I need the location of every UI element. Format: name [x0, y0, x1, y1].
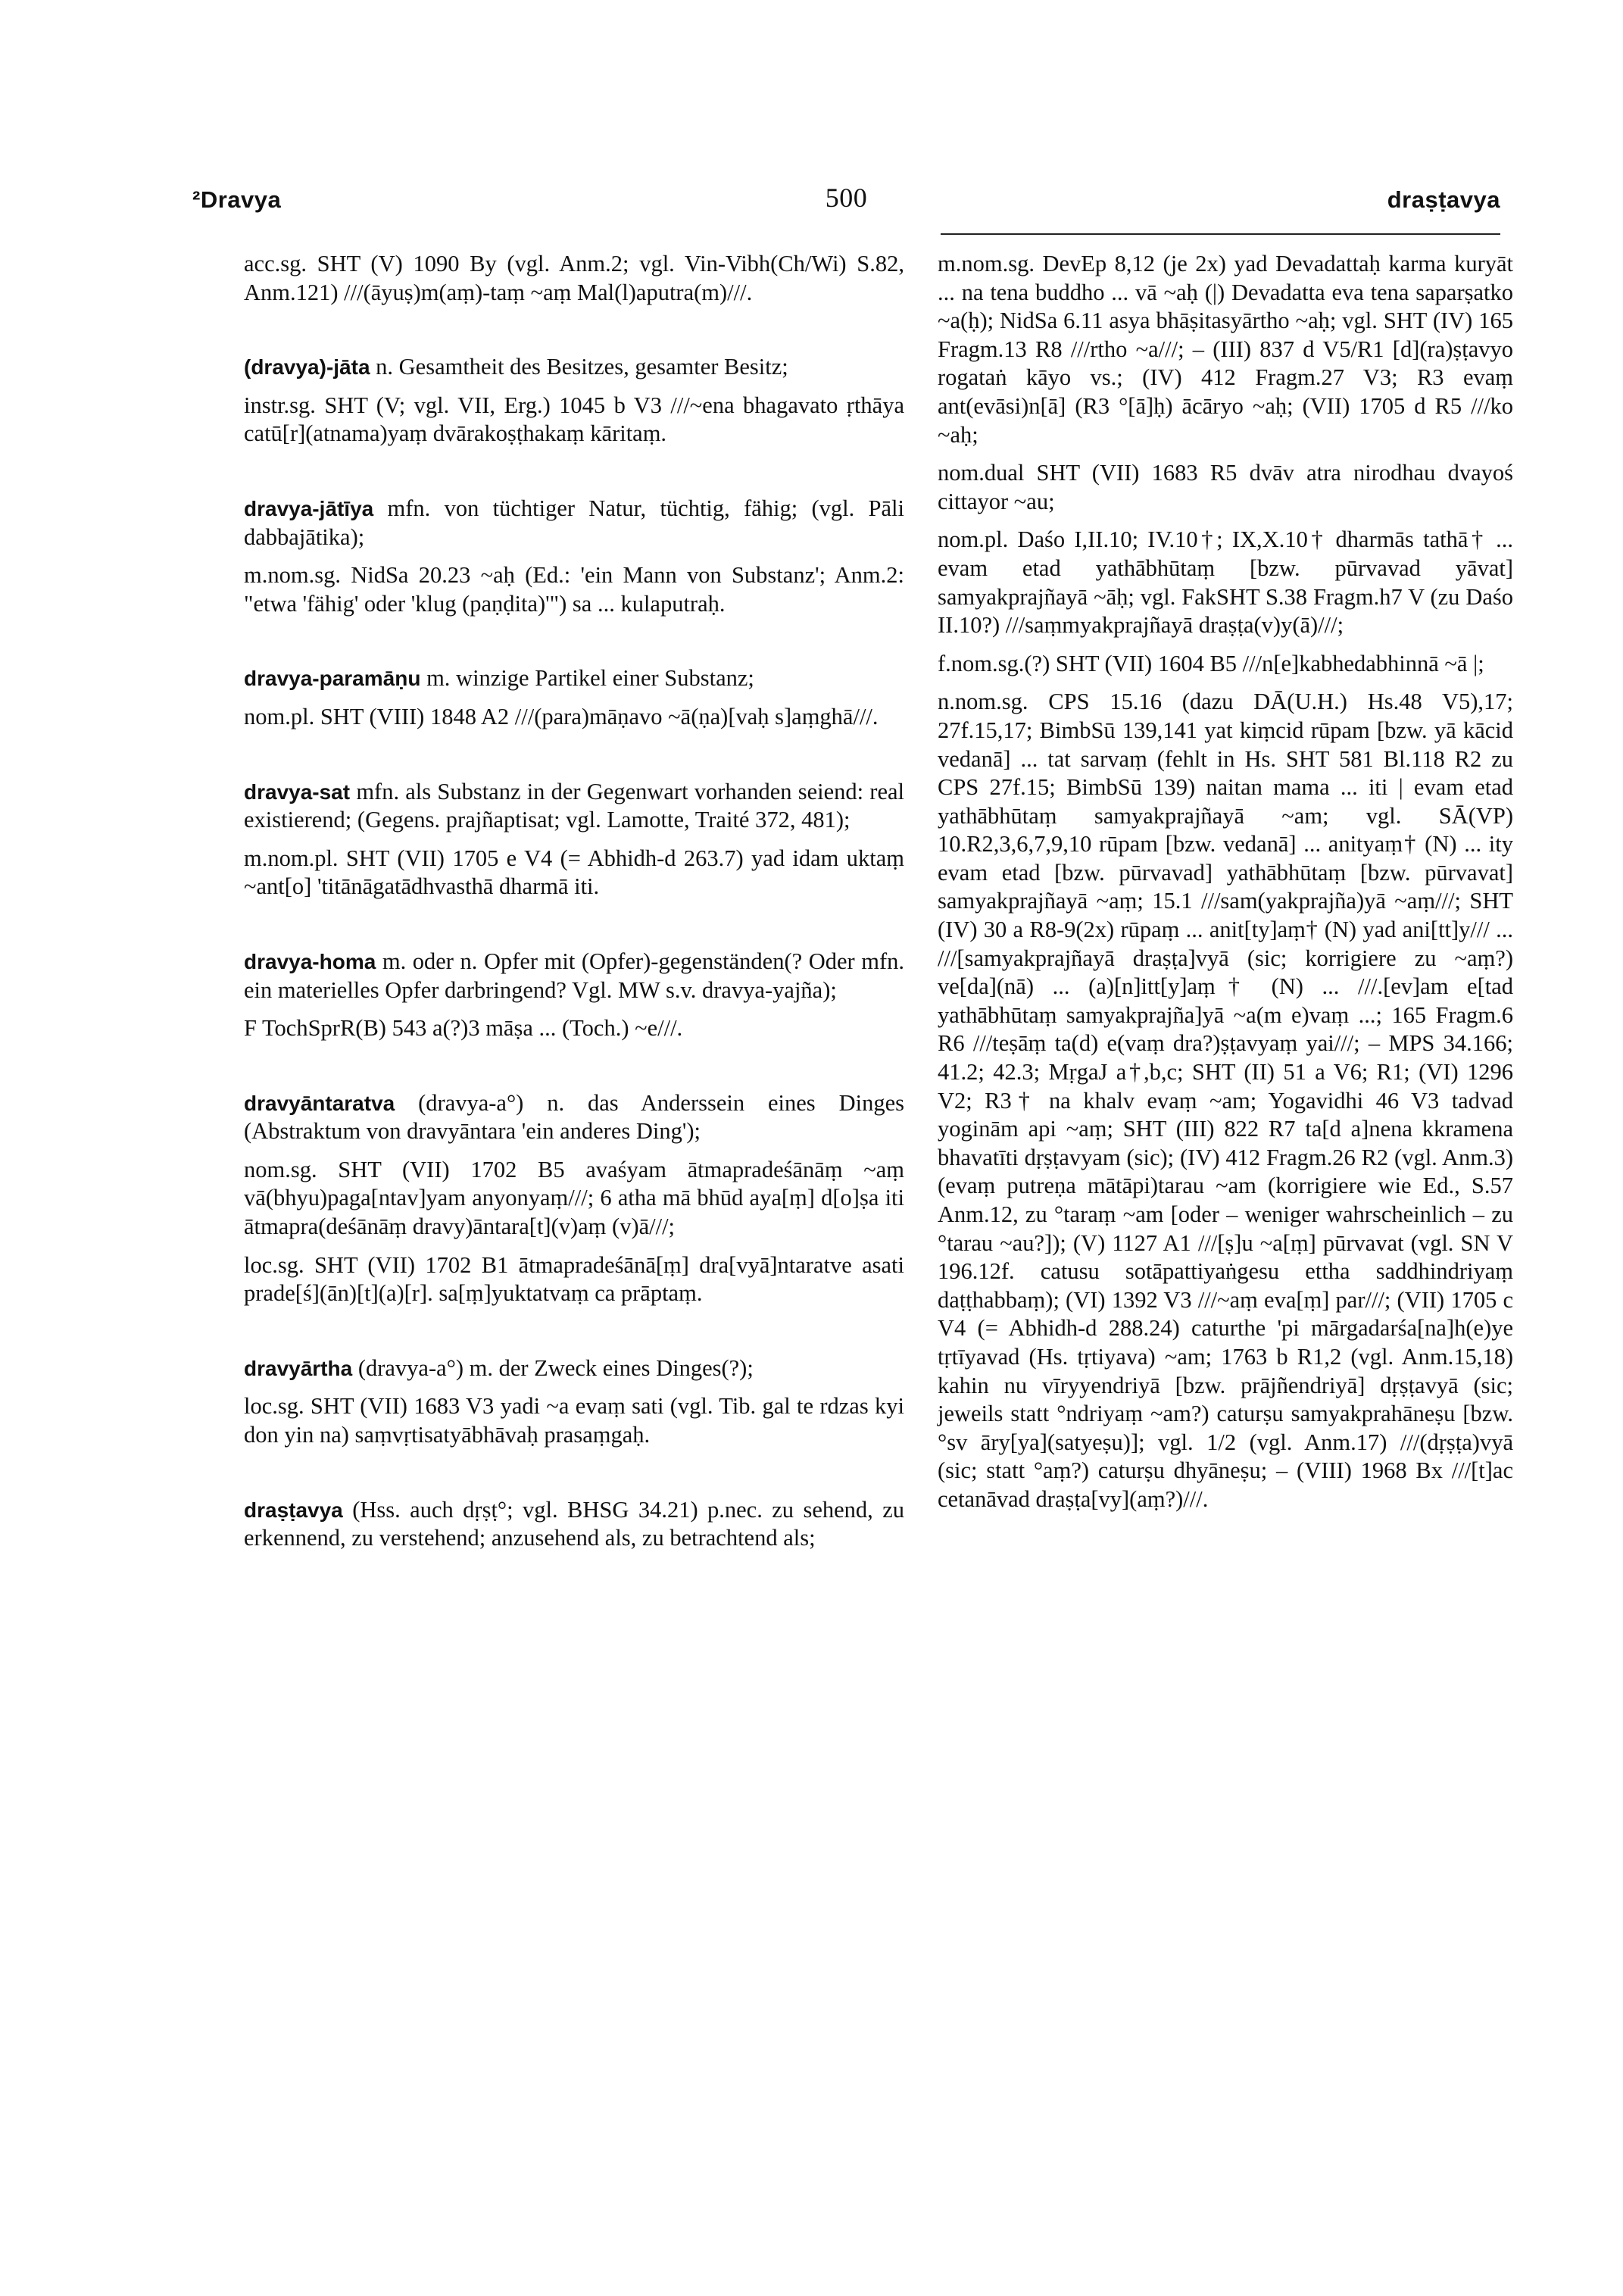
definition: n. Gesamtheit des Besitzes, gesamter Besitz; [376, 354, 788, 380]
headword: dravya-homa [244, 949, 376, 973]
definition: (dravya-a°) m. der Zweck eines Dinges(?); [357, 1354, 754, 1381]
citation: instr.sg. SHT (V; vgl. VII, Erg.) 1045 b V3 ///~ena bhagavato ṛthāya catū[r](atnama)yaṃ dvārakoṣṭhakaṃ kāritaṃ. [244, 392, 904, 447]
entry-dravya-paramanu [244, 664, 904, 693]
entry-drastavya [244, 1496, 904, 1553]
citation: nom.dual SHT (VII) 1683 R5 dvāv atra nirodhau dvayoś cittayor ~au; [938, 460, 1513, 514]
headword: dravyāntaratva [244, 1091, 395, 1115]
headword: dravya-paramāṇu [244, 667, 421, 691]
citation: m.nom.sg. DevEp 8,12 (je 2x) yad Devadattaḥ karma kuryāt ... na tena buddho ... vā ~aḥ (|) Devadatta eva tena saparṣatko ~a(ḥ); NidSa 6.11 asya bhāṣitasyārtho ~aḥ; vgl. SHT (IV) 165 Fragm.13 R8 ///rtho ~a///; – (III) 837 d V5/R1 [d](ra)ṣṭavyo rogataṅ kāyo vs.; (IV) 412 Fragm.27 V3; R3 evaṃ ant(evāsi)n[ā] (R3 °[ā]ḥ) ācāryo ~aḥ; (VII) 1705 d R5 ///ko ~aḥ; [938, 251, 1513, 448]
citation: f.nom.sg.(?) SHT (VII) 1604 B5 ///n[e]kabhedabhinnā ~ā |; [938, 650, 1484, 676]
left-column [244, 250, 904, 1563]
headword: (dravya)-jāta [244, 355, 370, 380]
definition: m. winzige Partikel einer Substanz; [426, 665, 754, 692]
entry-dravya-homa [244, 948, 904, 1004]
citation: m.nom.sg. NidSa 20.23 ~aḥ (Ed.: 'ein Mann von Substanz'; Anm.2: "etwa 'fähig' oder 'klug (paṇḍita)'") sa ... kulaputraḥ. [244, 562, 904, 617]
page-header [192, 183, 1500, 229]
citation: F TochSprR(B) 543 a(?)3 māṣa ... (Toch.) ~e///. [244, 1015, 683, 1042]
citation: loc.sg. SHT (VII) 1683 V3 yadi ~a evaṃ sati (vgl. Tib. gal te rdzas kyi don yin na) saṃvṛtisatyābhāvaḥ prasaṃgaḥ. [244, 1393, 904, 1448]
definition: (Hss. auch dṛṣṭ°; vgl. BHSG 34.21) p.nec. zu sehend, zu erkennend, zu verstehend; anzusehend als, zu betrachtend als; [244, 1496, 905, 1551]
page-number: 500 [825, 183, 868, 213]
right-column [938, 250, 1513, 1524]
headword: dravyārtha [244, 1356, 353, 1380]
headword: draṣṭavya [244, 1498, 343, 1522]
entry-dravya-jatiya [244, 495, 904, 551]
citation: loc.sg. SHT (VII) 1702 B1 ātmapradeśānā[ṃ] dra[vyā]ntaratve asati prade[ś](ān)[t](a)[r]. sa[ṃ]yuktatvaṃ ca prāptaṃ. [244, 1251, 904, 1307]
entry-dravya-jata [244, 353, 904, 382]
entry-dravyartha [244, 1354, 904, 1383]
header-right-guideword: draṣṭavya [1387, 186, 1500, 213]
headword: dravya-sat [244, 779, 351, 804]
citation: nom.pl. Daśo I,II.10; IV.10†; IX,X.10† dharmās tathā† ... evam etad yathābhūtaṃ [bzw. pūrvavad yāvat] samyakprajñayā ~āḥ; vgl. FakSHT S.38 Fragm.h7 V (zu Daśo II.10?) ///saṃmyakprajñayā draṣṭa(v)y(ā)///; [938, 526, 1513, 639]
citation: m.nom.pl. SHT (VII) 1705 e V4 (= Abhidh-d 263.7) yad idam uktaṃ ~ant[o] 'titānāgatādhvasthā dharmā iti. [244, 845, 904, 900]
definition: m. oder n. Opfer mit (Opfer)-gegenständen(? Oder mfn. ein materielles Opfer darbringend? Vgl. MW s.v. dravya-yajña); [244, 948, 904, 1003]
entry-dravya-sat [244, 778, 904, 835]
definition: mfn. von tüchtiger Natur, tüchtig, fähig; (vgl. Pāli dabbajātika); [244, 495, 905, 550]
entry-dravyantaratva [244, 1089, 904, 1146]
header-left-guideword: ²Dravya [192, 186, 282, 213]
citation: nom.sg. SHT (VII) 1702 B5 avaśyam ātmapradeśānāṃ ~aṃ vā(bhyu)paga[ntav]yam anyonyaṃ///; 6 atha mā bhūd aya[ṃ] d[o]ṣa iti ātmapra(deśānāṃ dravy)āntara[t](v)aṃ (v)ā///; [244, 1156, 904, 1240]
definition: mfn. als Substanz in der Gegenwart vorhanden seiend: real existierend; (Gegens. prajñaptisat; vgl. Lamotte, Traité 372, 481); [244, 778, 905, 833]
citation: nom.pl. SHT (VIII) 1848 A2 ///(para)māṇavo ~ā(ṇa)[vaḥ s]aṃghā///. [244, 703, 879, 729]
entry-continuation: acc.sg. SHT (V) 1090 By (vgl. Anm.2; vgl. Vin-Vibh(Ch/Wi) S.82, Anm.121) ///(āyuṣ)m(aṃ)-taṃ ~aṃ Mal(l)aputra(m)///. [244, 251, 904, 305]
headword: dravya-jātīya [244, 496, 374, 520]
citation: n.nom.sg. CPS 15.16 (dazu DĀ(U.H.) Hs.48 V5),17; 27f.15,17; BimbSū 139,141 yat kiṃcid rūpam [bzw. yā kācid vedanā] ... tat sarvaṃ (fehlt in Hs. SHT 581 Bl.118 R2 zu CPS 27f.15; BimbSū 139) naitan mama ... iti | evam etad yathābhūtaṃ samyakprajñayā ~am; vgl. SĀ(VP) 10.R2,3,6,7,9,10 rūpam [bzw. vedanā] ... anityaṃ† (N) ... ity evam etad [bzw. pūrvavad] yathābhūtaṃ [bzw. pūrvavat] samyakprajñayā ~aṃ; 15.1 ///sam(yakprajña)yā ~aṃ///; SHT (IV) 30 a R8-9(2x) rūpaṃ ... anit[ty]aṃ† (N) yad ani[tt]y/// ... ///[samyakprajñayā draṣṭa]vyā (sic; korrigiere zu ~aṃ?) ve[da](nā) ... (a)[n]itt[y]aṃ† (N) ... ///.[ev]am e[tad yathābhūtaṃ samyakprajña]yā ~a(m e)vaṃ ...; 165 Fragm.6 R6 ///teṣāṃ ta(d) e(vaṃ dra?)ṣṭavyaṃ yai///; – MPS 34.166; 41.2; 42.3; MṛgaJ a†,b,c; SHT (II) 51 a V6; R1; (VI) 1296 V2; R3† na khalv evaṃ ~am; Yogavidhi 46 V3 tadvad yoginām api ~aṃ; SHT (III) 822 R7 ta[d a]nena kkramena bhavatīti dṛṣṭavyam (sic); (IV) 412 Fragm.26 R2 (vgl. Anm.3) (evaṃ putreṇa mātāpi)tarau ~am (korrigiere wie Ed., S.57 Anm.12, zu °taraṃ ~am [oder – weniger wahrscheinlich – zu °tarau ~au?]); (V) 1127 A1 ///[ṣ]u ~a[ṃ] pūrvavat (vgl. SN V 196.12f. catusu sotāpattiyaṅgesu ettha saddhindriyaṃ daṭṭhabbaṃ); (VI) 1392 V3 ///~aṃ eva[ṃ] par///; (VII) 1705 c V4 (= Abhidh-d 288.24) caturthe 'pi mārgadarśa[na]h(e)ye tṛtīyavad (Hs. tṛtiyava) ~am; 1763 b R1,2 (vgl. Anm.15,18) kahin nu vīryyendriyā [bzw. prājñendriyā] dṛṣṭavyā (sic; jeweils statt °ndriyaṃ ~am?) caturṣu samyakprahāneṣu [bzw. °sv āry[ya](satyeṣu)]; vgl. 1/2 (vgl. Anm.17) ///(dṛṣṭa)vyā (sic; statt °aṃ?) caturṣu dhyāneṣu; – (VIII) 1968 Bx ///[t]ac cetanāvad draṣṭa[vy](aṃ?)///. [938, 689, 1513, 1512]
definition: (dravya-a°) n. das Anderssein eines Dinges (Abstraktum von dravyāntara 'ein anderes Ding'); [244, 1089, 904, 1145]
header-rule [941, 233, 1500, 235]
